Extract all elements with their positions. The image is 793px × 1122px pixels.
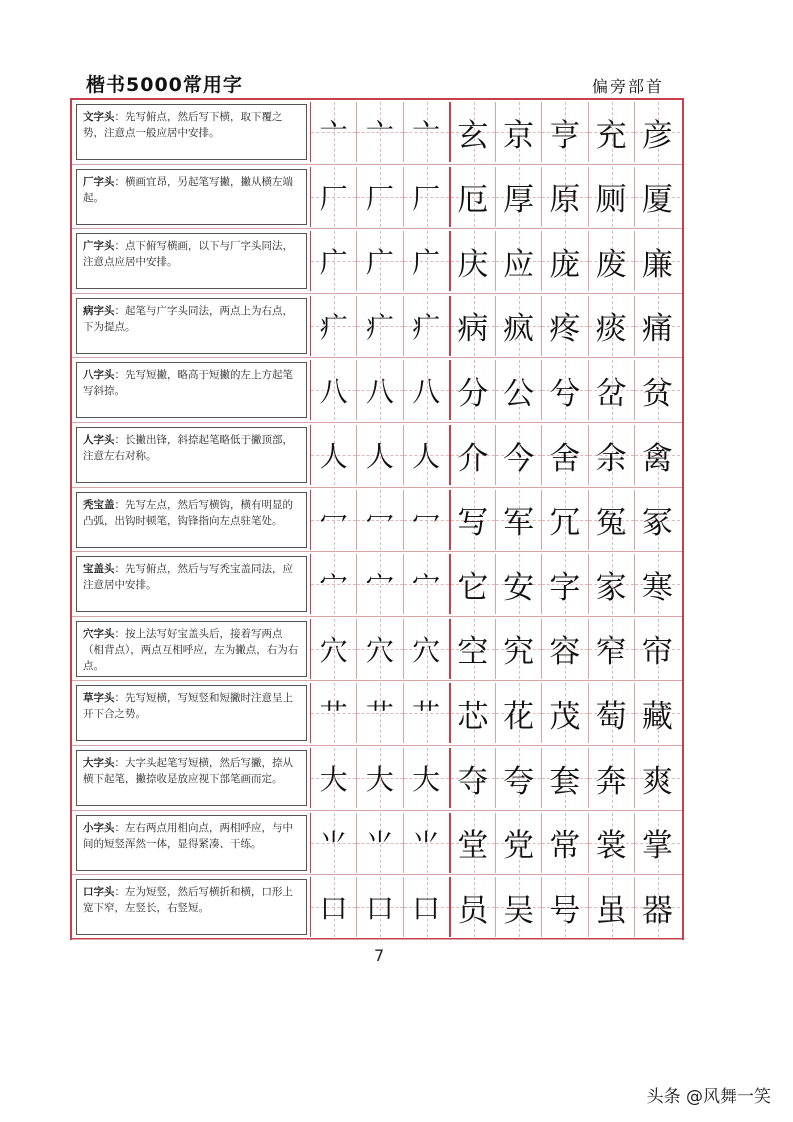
radical-glyph: 厂: [319, 181, 348, 215]
example-cell: [541, 877, 587, 937]
example-character: 军: [503, 505, 535, 542]
radical-glyph: 冖: [365, 504, 394, 538]
example-character: 掌: [641, 828, 673, 865]
example-cell: [449, 813, 495, 873]
example-character: 寒: [641, 569, 673, 606]
character-grid: [310, 683, 680, 743]
example-cell: [541, 619, 587, 679]
radical-description: [76, 492, 307, 548]
radical-glyph: 穴: [412, 633, 441, 667]
character-grid: [310, 877, 680, 937]
example-character: 厄: [457, 182, 489, 219]
radical-row: [72, 229, 682, 294]
example-character: 器: [641, 892, 673, 929]
example-cell: [541, 813, 587, 873]
example-character: 兮: [549, 375, 581, 412]
example-cell: [541, 167, 587, 227]
radical-text: ：横画宜昂，另起笔写撇，撇从横左端起。: [83, 175, 293, 204]
example-character: 究: [503, 634, 535, 671]
example-cell: [449, 425, 495, 485]
radical-name: 小字头: [83, 821, 115, 834]
radical-glyph: 亠: [319, 117, 348, 150]
radical-glyph: 艹: [319, 698, 348, 732]
radical-row: [72, 423, 682, 488]
radical-text: ：大字头起笔写短横，然后写撇，捺从横下起笔，撇捺收是放应视下部笔画而定。: [83, 757, 293, 785]
radical-cell: [403, 554, 449, 614]
radical-name: 人字头: [83, 434, 115, 446]
example-cell: [634, 360, 680, 420]
radical-name: 秃宝盖: [83, 498, 115, 511]
radical-cell: [403, 102, 449, 162]
radical-name: 大字头: [83, 757, 115, 769]
example-cell: [495, 425, 541, 485]
radical-glyph: 人: [319, 440, 348, 473]
example-cell: [449, 167, 495, 227]
example-cell: [495, 231, 541, 291]
example-character: 舍: [549, 440, 581, 477]
radical-row: [72, 294, 682, 359]
radical-glyph: 宀: [365, 569, 394, 603]
radical-cell: [310, 554, 356, 614]
example-character: 常: [549, 828, 581, 865]
example-cell: [588, 490, 634, 550]
radical-text: ：点下俯写横画，以下与厂字头同法，注意点应居中安排。: [83, 240, 293, 269]
example-character: 它: [457, 569, 489, 606]
page-number: 7: [374, 946, 385, 965]
radical-glyph: 大: [412, 763, 441, 796]
radical-description: [76, 750, 307, 806]
example-cell: [495, 748, 541, 808]
radical-cell: [356, 490, 402, 550]
example-character: 写: [457, 505, 489, 542]
radical-cell: [356, 167, 402, 227]
example-cell: [588, 748, 634, 808]
radical-cell: [356, 877, 402, 937]
example-cell: [495, 360, 541, 420]
radical-row: [72, 617, 682, 682]
character-grid: [310, 102, 680, 162]
radical-glyph: 口: [319, 892, 348, 926]
radical-name: 草字头: [83, 692, 115, 705]
example-character: 疯: [503, 311, 535, 348]
character-grid: [310, 619, 680, 679]
example-character: 京: [503, 117, 535, 154]
radical-text: ：起笔与广字头同法，两点上为右点，下为提点。: [83, 304, 293, 333]
radical-cell: [403, 813, 449, 873]
example-cell: [588, 231, 634, 291]
radical-cell: [356, 683, 402, 743]
radical-description: [76, 233, 307, 289]
example-character: 堂: [457, 828, 489, 865]
example-cell: [449, 619, 495, 679]
radical-text: ：左为短竖，然后写横折和横，口形上宽下窄，左竖长，右竖短。: [83, 886, 293, 915]
example-cell: [495, 683, 541, 743]
example-character: 庆: [457, 246, 489, 283]
character-grid: [310, 296, 680, 356]
header-section: 偏旁部首: [592, 77, 665, 96]
example-cell: [541, 102, 587, 162]
example-character: 病: [457, 311, 489, 348]
example-character: 亨: [549, 117, 581, 154]
radical-text: ：长撇出锋，斜捺起笔略低于撇顶部，注意左右对称。: [83, 434, 293, 462]
radical-glyph: 人: [412, 440, 441, 473]
radical-cell: [356, 360, 402, 420]
example-character: 疼: [549, 311, 581, 348]
radical-cell: [403, 877, 449, 937]
example-cell: [449, 683, 495, 743]
radical-description: [76, 621, 307, 677]
radical-cell: [403, 619, 449, 679]
character-grid: [310, 425, 680, 485]
example-character: 余: [595, 440, 627, 477]
radical-glyph: 宀: [412, 569, 441, 603]
character-grid: [310, 554, 680, 614]
example-cell: [495, 167, 541, 227]
example-cell: [495, 813, 541, 873]
radical-cell: [356, 619, 402, 679]
character-grid: [310, 748, 680, 808]
radical-name: 广字头: [83, 240, 115, 253]
radical-cell: [356, 748, 402, 808]
radical-glyph: 艹: [365, 698, 394, 732]
example-cell: [634, 231, 680, 291]
example-cell: [634, 167, 680, 227]
example-cell: [634, 296, 680, 356]
radical-glyph: 八: [365, 375, 394, 409]
header-title: 楷书5000常用字: [86, 74, 243, 96]
example-cell: [588, 554, 634, 614]
radical-cell: [310, 425, 356, 485]
row-separator: [72, 939, 682, 940]
character-grid: [310, 231, 680, 291]
radical-cell: [403, 231, 449, 291]
radical-cell: [403, 296, 449, 356]
example-character: 虽: [595, 892, 627, 929]
radical-cell: [356, 813, 402, 873]
example-cell: [495, 490, 541, 550]
radical-text: ：按上法写好宝盖头后，接着写两点（相背点），两点互相呼应，左为撇点，右为右点。: [83, 627, 299, 672]
example-character: 今: [503, 440, 535, 477]
example-character: 贫: [641, 375, 673, 412]
radical-description: [76, 362, 307, 418]
radical-cell: [356, 554, 402, 614]
example-character: 吴: [503, 892, 535, 929]
radical-cell: [310, 102, 356, 162]
example-character: 痛: [641, 311, 673, 348]
character-grid: [310, 490, 680, 550]
radical-cell: [310, 231, 356, 291]
example-character: 介: [457, 440, 489, 477]
example-character: 废: [595, 246, 627, 283]
example-cell: [449, 231, 495, 291]
example-cell: [588, 619, 634, 679]
example-cell: [449, 748, 495, 808]
example-character: 芯: [457, 698, 489, 735]
example-character: 帘: [641, 634, 673, 671]
radical-glyph: 厂: [412, 181, 441, 215]
radical-glyph: 广: [319, 246, 348, 280]
radical-row: [72, 811, 682, 876]
radical-name: 穴字头: [83, 627, 115, 640]
example-character: 厚: [503, 182, 535, 219]
radical-glyph: 冖: [412, 504, 441, 538]
radical-cell: [310, 748, 356, 808]
radical-name: 厂字头: [83, 175, 115, 188]
example-cell: [588, 360, 634, 420]
example-cell: [449, 554, 495, 614]
example-character: 花: [503, 698, 535, 735]
radical-cell: [356, 425, 402, 485]
radical-glyph: 穴: [365, 633, 394, 667]
radical-glyph: 穴: [319, 633, 348, 667]
radical-cell: [310, 490, 356, 550]
example-character: 冗: [549, 505, 581, 542]
example-cell: [495, 554, 541, 614]
radical-cell: [310, 619, 356, 679]
example-cell: [495, 619, 541, 679]
radical-cell: [403, 683, 449, 743]
radical-glyph: 大: [365, 763, 394, 796]
example-character: 禽: [641, 440, 673, 477]
example-character: 套: [549, 763, 581, 800]
example-character: 夸: [503, 763, 535, 800]
radical-glyph: ⺌: [412, 827, 441, 861]
radical-row: [72, 875, 682, 940]
radical-glyph: 亠: [365, 117, 394, 150]
radical-description: [76, 879, 307, 935]
radical-text: ：先写俯点，然后与写秃宝盖同法，应注意居中安排。: [83, 563, 293, 592]
radical-glyph: 八: [319, 375, 348, 409]
radical-glyph: 宀: [319, 569, 348, 603]
character-grid: [310, 360, 680, 420]
radical-glyph: 广: [365, 246, 394, 280]
radical-glyph: 艹: [412, 698, 441, 732]
example-cell: [541, 425, 587, 485]
example-character: 奔: [595, 763, 627, 800]
example-cell: [634, 619, 680, 679]
radical-cell: [310, 167, 356, 227]
example-character: 萄: [595, 698, 627, 735]
example-cell: [588, 167, 634, 227]
example-character: 公: [503, 375, 535, 412]
example-cell: [588, 425, 634, 485]
radical-glyph: 广: [412, 246, 441, 280]
example-cell: [449, 877, 495, 937]
example-character: 厕: [595, 182, 627, 219]
example-character: 空: [457, 634, 489, 671]
radical-cell: [310, 877, 356, 937]
radical-cell: [403, 360, 449, 420]
radical-row: [72, 488, 682, 553]
example-character: 夺: [457, 763, 489, 800]
example-character: 应: [503, 246, 535, 283]
example-cell: [541, 296, 587, 356]
example-character: 字: [549, 569, 581, 606]
character-grid: [310, 813, 680, 873]
example-cell: [541, 490, 587, 550]
radical-text: ：先写短撇，略高于短撇的左上方起笔写斜捺。: [83, 369, 293, 398]
example-cell: [495, 102, 541, 162]
example-cell: [495, 296, 541, 356]
radical-cell: [310, 813, 356, 873]
example-cell: [541, 554, 587, 614]
radical-text: ：先写俯点，然后写下横，取下覆之势，注意点一般应居中安排。: [83, 111, 283, 139]
radical-text: ：先写左点，然后写横钩，横有明显的凸弧，出钩时顿笔，钩锋指向左点驻笔处。: [83, 498, 293, 527]
radical-cell: [403, 490, 449, 550]
radical-glyph: ⺌: [319, 827, 348, 861]
radical-text: ：先写短横，写短竖和短撇时注意呈上开下合之势。: [83, 692, 293, 721]
radical-cell: [403, 748, 449, 808]
radical-glyph: ⺌: [365, 827, 394, 861]
radical-cell: [356, 296, 402, 356]
radical-description: [76, 169, 307, 225]
footer-credit: 头条 @风舞一笑: [646, 1087, 771, 1107]
example-cell: [541, 683, 587, 743]
radical-glyph: 口: [365, 892, 394, 926]
example-character: 痰: [595, 311, 627, 348]
example-character: 原: [549, 182, 581, 219]
example-character: 廉: [641, 246, 673, 283]
example-cell: [634, 813, 680, 873]
radical-cell: [310, 360, 356, 420]
example-cell: [634, 490, 680, 550]
example-character: 彦: [641, 117, 673, 154]
example-cell: [588, 813, 634, 873]
example-cell: [449, 360, 495, 420]
example-character: 号: [549, 892, 581, 929]
example-character: 岔: [595, 375, 627, 412]
example-cell: [495, 877, 541, 937]
radical-row: [72, 552, 682, 617]
radical-row: [72, 358, 682, 423]
radical-glyph: 口: [412, 892, 441, 926]
radical-row: [72, 165, 682, 230]
radical-cell: [310, 683, 356, 743]
example-cell: [634, 554, 680, 614]
radical-row: [72, 681, 682, 746]
radical-glyph: 疒: [319, 310, 348, 344]
radical-glyph: 亠: [412, 117, 441, 150]
example-cell: [634, 683, 680, 743]
example-character: 容: [549, 634, 581, 671]
radical-glyph: 大: [319, 763, 348, 796]
radical-cell: [310, 296, 356, 356]
radical-glyph: 八: [412, 375, 441, 409]
example-cell: [634, 425, 680, 485]
example-cell: [588, 102, 634, 162]
example-character: 厦: [641, 182, 673, 219]
radical-cell: [356, 231, 402, 291]
example-character: 员: [457, 892, 489, 929]
radical-name: 口字头: [83, 886, 115, 899]
example-cell: [541, 748, 587, 808]
example-cell: [541, 360, 587, 420]
radical-description: [76, 685, 307, 741]
example-character: 爽: [641, 763, 673, 800]
radical-name: 宝盖头: [83, 563, 115, 576]
radical-name: 文字头: [83, 111, 115, 123]
example-cell: [588, 877, 634, 937]
example-cell: [634, 102, 680, 162]
radical-glyph: 人: [365, 440, 394, 473]
example-character: 充: [595, 117, 627, 154]
example-cell: [449, 490, 495, 550]
radical-name: 病字头: [83, 304, 115, 317]
example-character: 家: [595, 569, 627, 606]
character-grid: [310, 167, 680, 227]
radical-description: [76, 815, 307, 871]
practice-table: [70, 98, 684, 940]
example-character: 茂: [549, 698, 581, 735]
radical-glyph: 疒: [412, 310, 441, 344]
example-cell: [588, 296, 634, 356]
radical-description: [76, 427, 307, 483]
radical-cell: [403, 167, 449, 227]
example-cell: [449, 102, 495, 162]
radical-row: [72, 100, 682, 165]
radical-glyph: 疒: [365, 310, 394, 344]
example-character: 安: [503, 569, 535, 606]
example-cell: [634, 877, 680, 937]
example-character: 庞: [549, 246, 581, 283]
example-cell: [634, 748, 680, 808]
example-character: 冤: [595, 505, 627, 542]
radical-cell: [356, 102, 402, 162]
radical-description: [76, 104, 307, 160]
example-character: 冢: [641, 505, 673, 542]
example-cell: [449, 296, 495, 356]
radical-description: [76, 556, 307, 612]
radical-description: [76, 298, 307, 354]
radical-text: ：左右两点用相向点，两相呼应，与中间的短竖浑然一体，显得紧凑、干练。: [83, 821, 293, 850]
radical-cell: [403, 425, 449, 485]
radical-row: [72, 746, 682, 811]
example-cell: [541, 231, 587, 291]
example-character: 玄: [457, 117, 489, 154]
radical-glyph: 冖: [319, 504, 348, 538]
radical-name: 八字头: [83, 369, 115, 382]
example-cell: [588, 683, 634, 743]
example-character: 窄: [595, 634, 627, 671]
example-character: 分: [457, 375, 489, 412]
radical-glyph: 厂: [365, 181, 394, 215]
example-character: 裳: [595, 828, 627, 865]
example-character: 党: [503, 828, 535, 865]
example-character: 藏: [641, 698, 673, 735]
